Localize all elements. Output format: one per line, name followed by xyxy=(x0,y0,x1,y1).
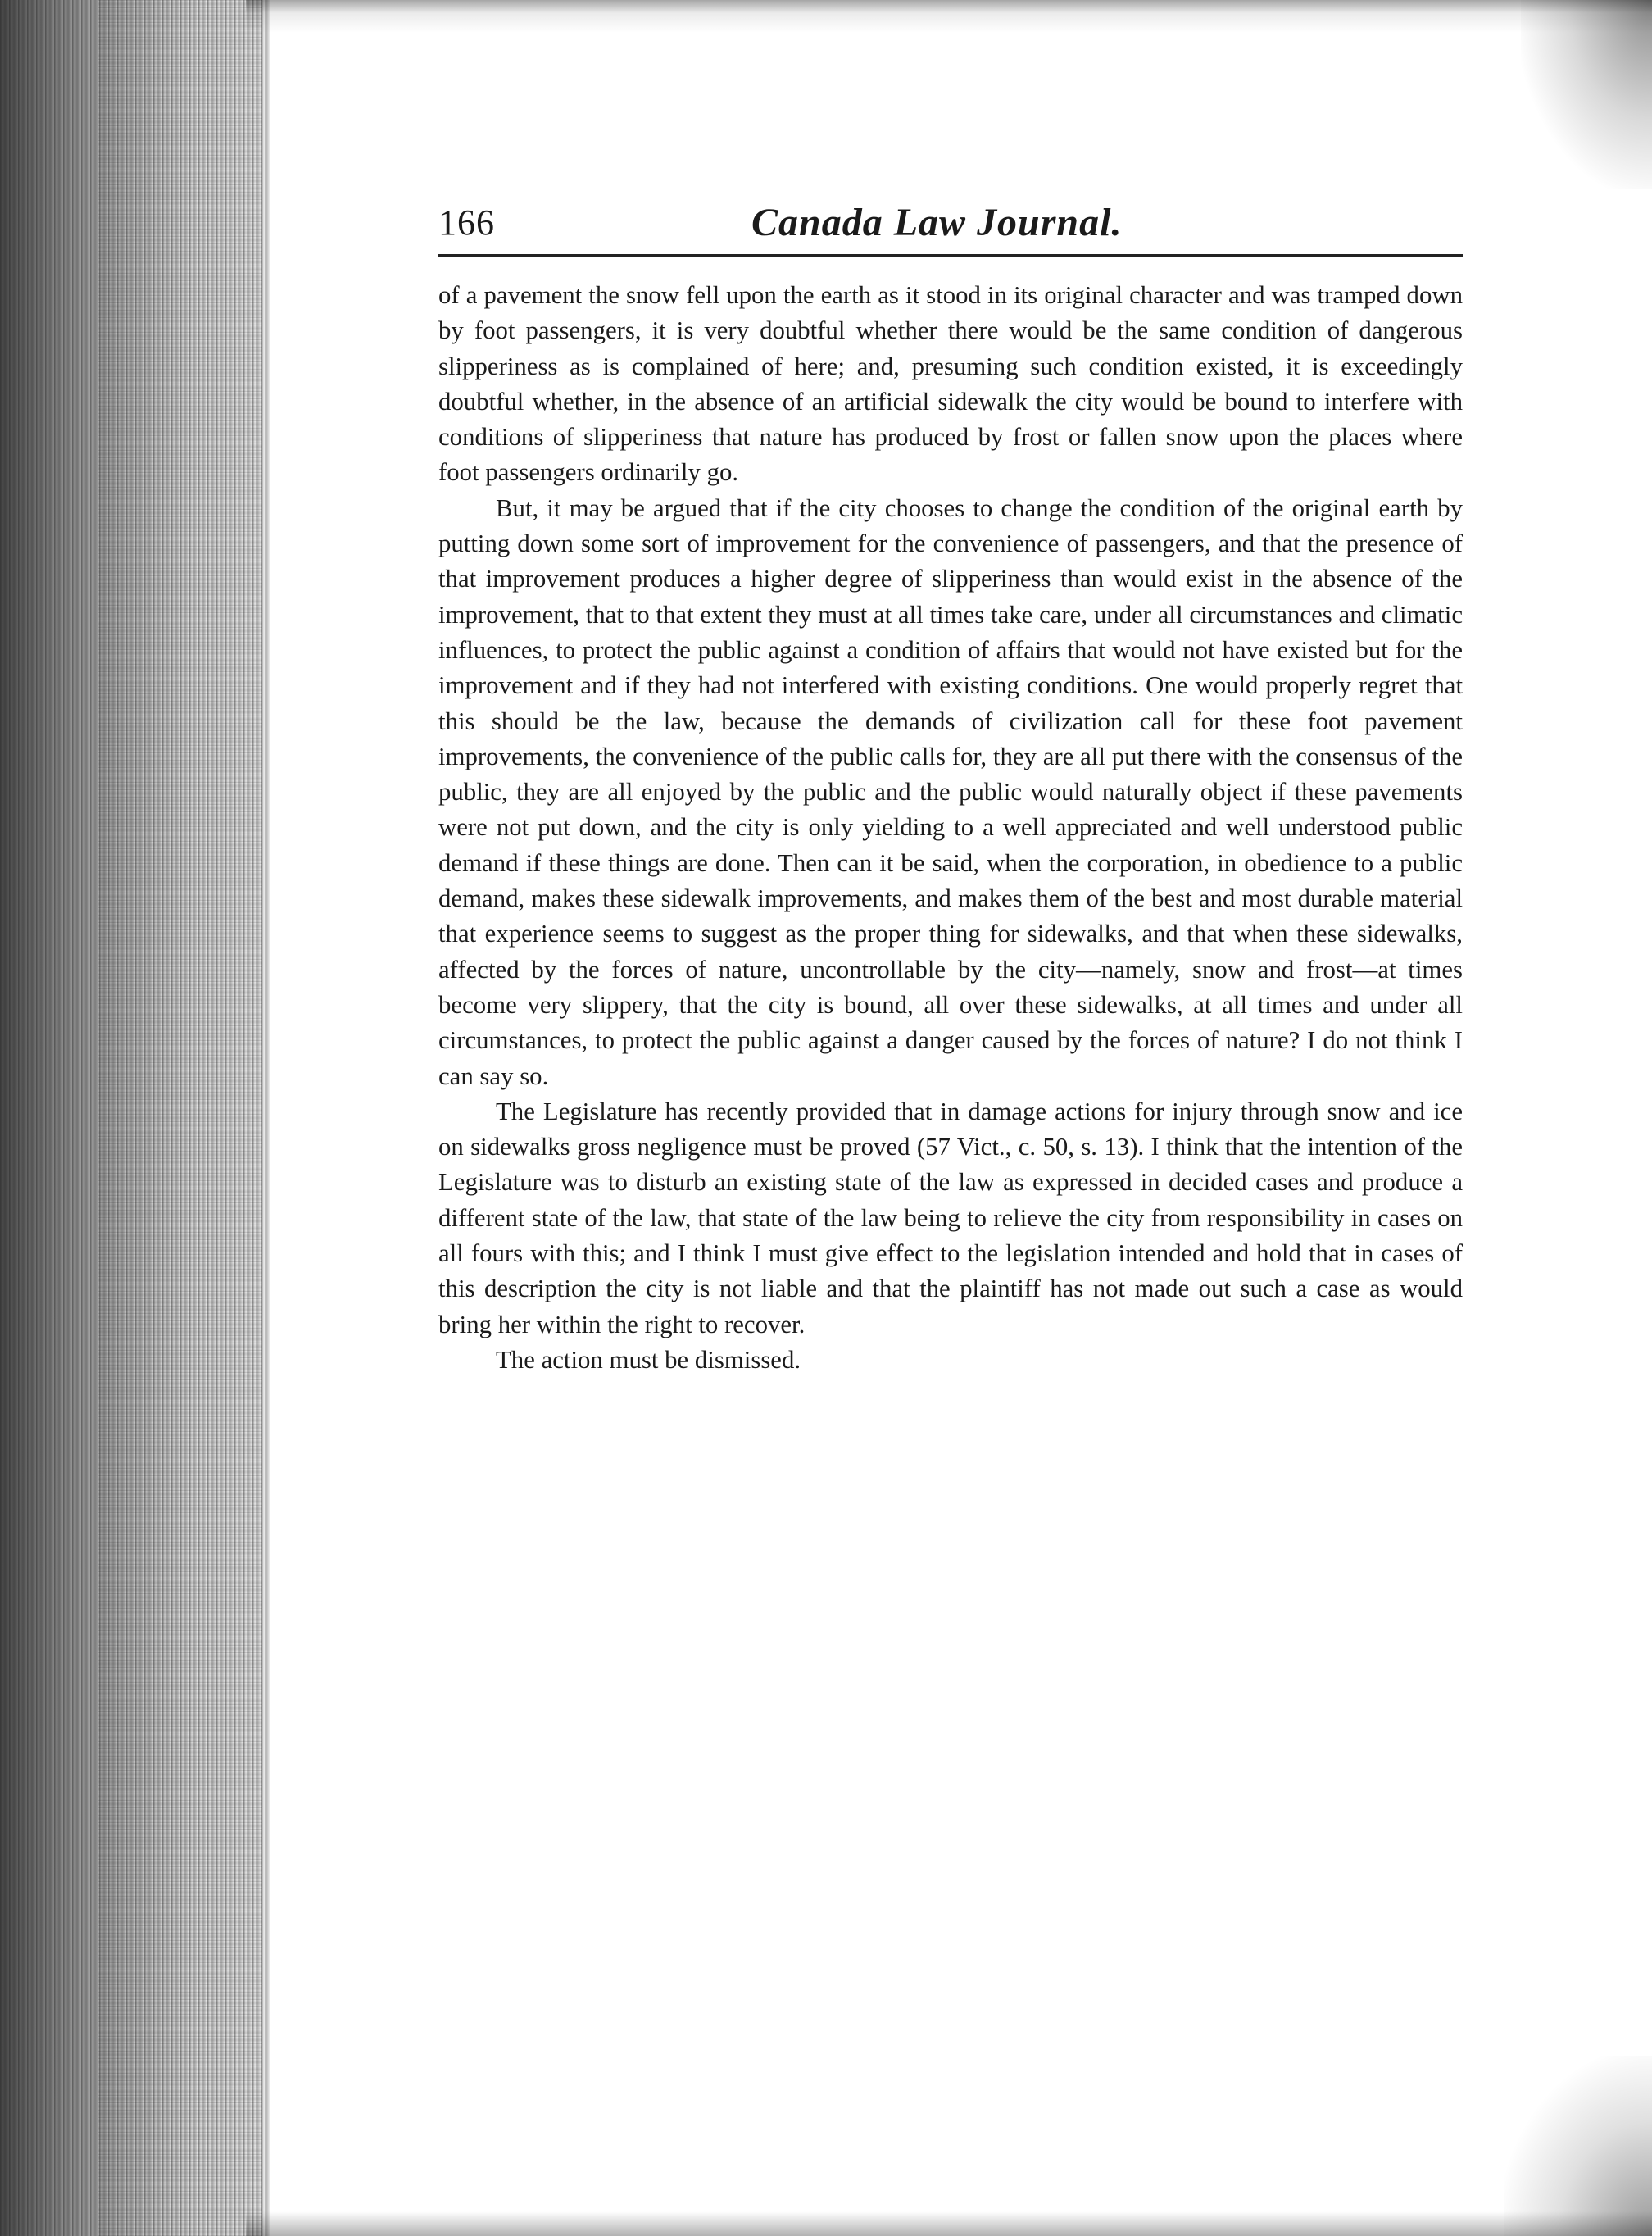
paragraph-argument: But, it may be argued that if the city chooses to change the condition of the original earth by putting down some sort of improvement for the convenience of passengers, and that the presence of that improvement produces a higher degree of slipperiness than would exist in the absence of the improvement, that to that extent they must at all times take care, under all circumstances and climatic influences, to protect the public against a condition of affairs that would not have existed but for the improvement and if they had not interfered with existing conditions. One would properly regret that this should be the law, because the demands of civilization call for these foot pavement improvements, the convenience of the public calls for, they are all put there with the consensus of the public, they are all enjoyed by the public and the public would naturally object if these pavements were not put down, and the city is only yielding to a well appreciated and well understood public demand if these things are done. Then can it be said, when the corporation, in obedience to a public demand, makes these sidewalk improvements, and makes them of the best and most durable material that experience seems to suggest as the proper thing for sidewalks, and that when these sidewalks, affected by the forces of nature, uncontrollable by the city—namely, snow and frost—at times become very slippery, that the city is bound, all over these sidewalks, at all times and under all circumstances, to protect the public against a danger caused by the forces of nature? I do not think I can say so. xyxy=(438,493,1463,1090)
body-text xyxy=(438,278,1463,1378)
journal-page xyxy=(438,197,1463,1378)
bottom-right-corner-shadow xyxy=(1504,2056,1652,2236)
binding-edge-texture xyxy=(98,0,262,2236)
bottom-edge-shadow xyxy=(246,2211,1652,2236)
paragraph-legislature: The Legislature has recently provided that in damage actions for injury through snow and ice on sidewalks gross negligence must be proved (57 Vict., c. 50, s. 13). I think that the intention of the Legislature was to disturb an existing state of the law as expressed in decided cases and produce a different state of the law, that state of the law being to relieve the city from responsibility in cases on all fours with this; and I think I must give effect to the legislation intended and hold that in cases of this description the city is not liable and that the plaintiff has not made out such a case as would bring her within the right to recover. xyxy=(438,1097,1463,1338)
journal-title: Canada Law Journal. xyxy=(751,201,1123,244)
top-right-corner-shadow xyxy=(1521,0,1652,189)
paragraph-continuation: of a pavement the snow fell upon the earth as it stood in its original character and was tramped down by foot passengers, it is very doubtful whether there would be the same condition of dangerous slipperiness as is complained of here; and, presuming such condition existed, it is exceedingly doubtful whether, in the absence of an artificial sidewalk the city would be bound to interfere with conditions of slipperiness that nature has produced by frost or fallen snow upon the places where foot passengers ordinarily go. xyxy=(438,281,1463,487)
page-number: 166 xyxy=(438,202,495,243)
running-head xyxy=(438,197,1463,257)
paragraph-conclusion: The action must be dismissed. xyxy=(496,1345,801,1374)
top-edge-shadow xyxy=(246,0,1652,33)
